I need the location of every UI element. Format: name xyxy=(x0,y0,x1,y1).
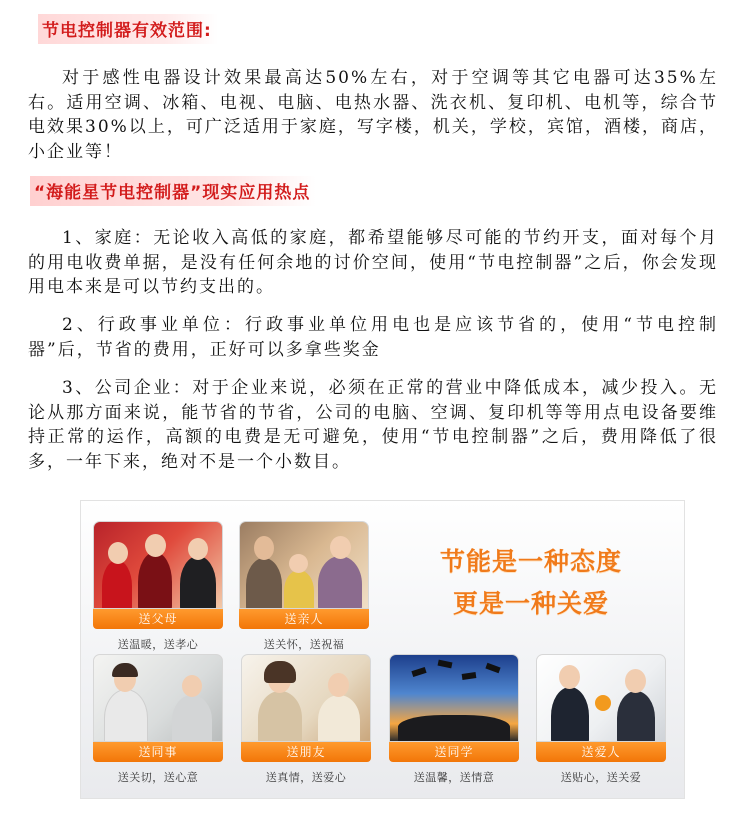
application-enterprise-paragraph: 3、公司企业：对于企业来说，必须在正常的营业中降低成本，减少投入。无论从那方面来说，能节省的节省，公司的电脑、空调、复印机等等用点电设备要维持正常的运作，高额的电费是无可避免，使用“节电控制器”之后，费用降低了很多，一年下来，绝对不是一个小数目。 xyxy=(28,378,718,472)
gift-card-friend xyxy=(241,654,371,785)
photo-lover xyxy=(536,654,666,742)
card-caption: 送温馨，送情意 xyxy=(413,771,495,784)
card-caption: 送贴心，送关爱 xyxy=(560,771,642,784)
gift-promo-banner xyxy=(80,500,685,799)
section-heading-effective-range: 节电控制器有效范围: xyxy=(38,14,218,44)
effective-range-paragraph: 对于感性电器设计效果最高达50%左右，对于空调等其它电器可达35%左右。适用空调、冰箱、电视、电脑、电热水器、洗衣机、复印机、电机等，综合节电效果30%以上，可广泛适用于家庭，写字楼，机关，学校，宾馆，酒楼，商店，小企业等！ xyxy=(28,68,718,162)
section-heading-application: “海能星节电控制器”现实应用热点 xyxy=(30,176,316,206)
application-government-paragraph: 2、行政事业单位：行政事业单位用电也是应该节省的，使用“节电控制器”后，节省的费用，正好可以多拿些奖金 xyxy=(28,315,718,360)
gift-card-classmate xyxy=(389,654,519,785)
card-label: 送同事 xyxy=(93,742,223,762)
card-label: 送父母 xyxy=(93,609,223,629)
gift-card-family xyxy=(239,521,369,652)
gift-card-colleague xyxy=(93,654,223,785)
slogan-line-1: 节能是一种态度 xyxy=(439,547,622,576)
gift-card-lover xyxy=(536,654,666,785)
photo-colleague xyxy=(93,654,223,742)
card-label: 送同学 xyxy=(389,742,519,762)
photo-classmate xyxy=(389,654,519,742)
card-caption: 送温暖，送孝心 xyxy=(117,638,199,651)
card-caption: 送关切，送心意 xyxy=(117,771,199,784)
photo-friend xyxy=(241,654,371,742)
slogan-line-2: 更是一种关爱 xyxy=(452,589,609,618)
photo-family xyxy=(239,521,369,609)
card-caption: 送真情，送爱心 xyxy=(265,771,347,784)
card-label: 送亲人 xyxy=(239,609,369,629)
card-caption: 送关怀，送祝福 xyxy=(263,638,345,651)
card-label: 送爱人 xyxy=(536,742,666,762)
photo-parents xyxy=(93,521,223,609)
application-household-paragraph: 1、家庭：无论收入高低的家庭，都希望能够尽可能的节约开支，面对每个月的用电收费单据，是没有任何余地的讨价空间，使用“节电控制器”之后，你会发现用电本来是可以节约支出的。 xyxy=(28,228,718,297)
card-label: 送朋友 xyxy=(241,742,371,762)
banner-slogan xyxy=(426,541,636,625)
gift-card-parents xyxy=(93,521,223,652)
